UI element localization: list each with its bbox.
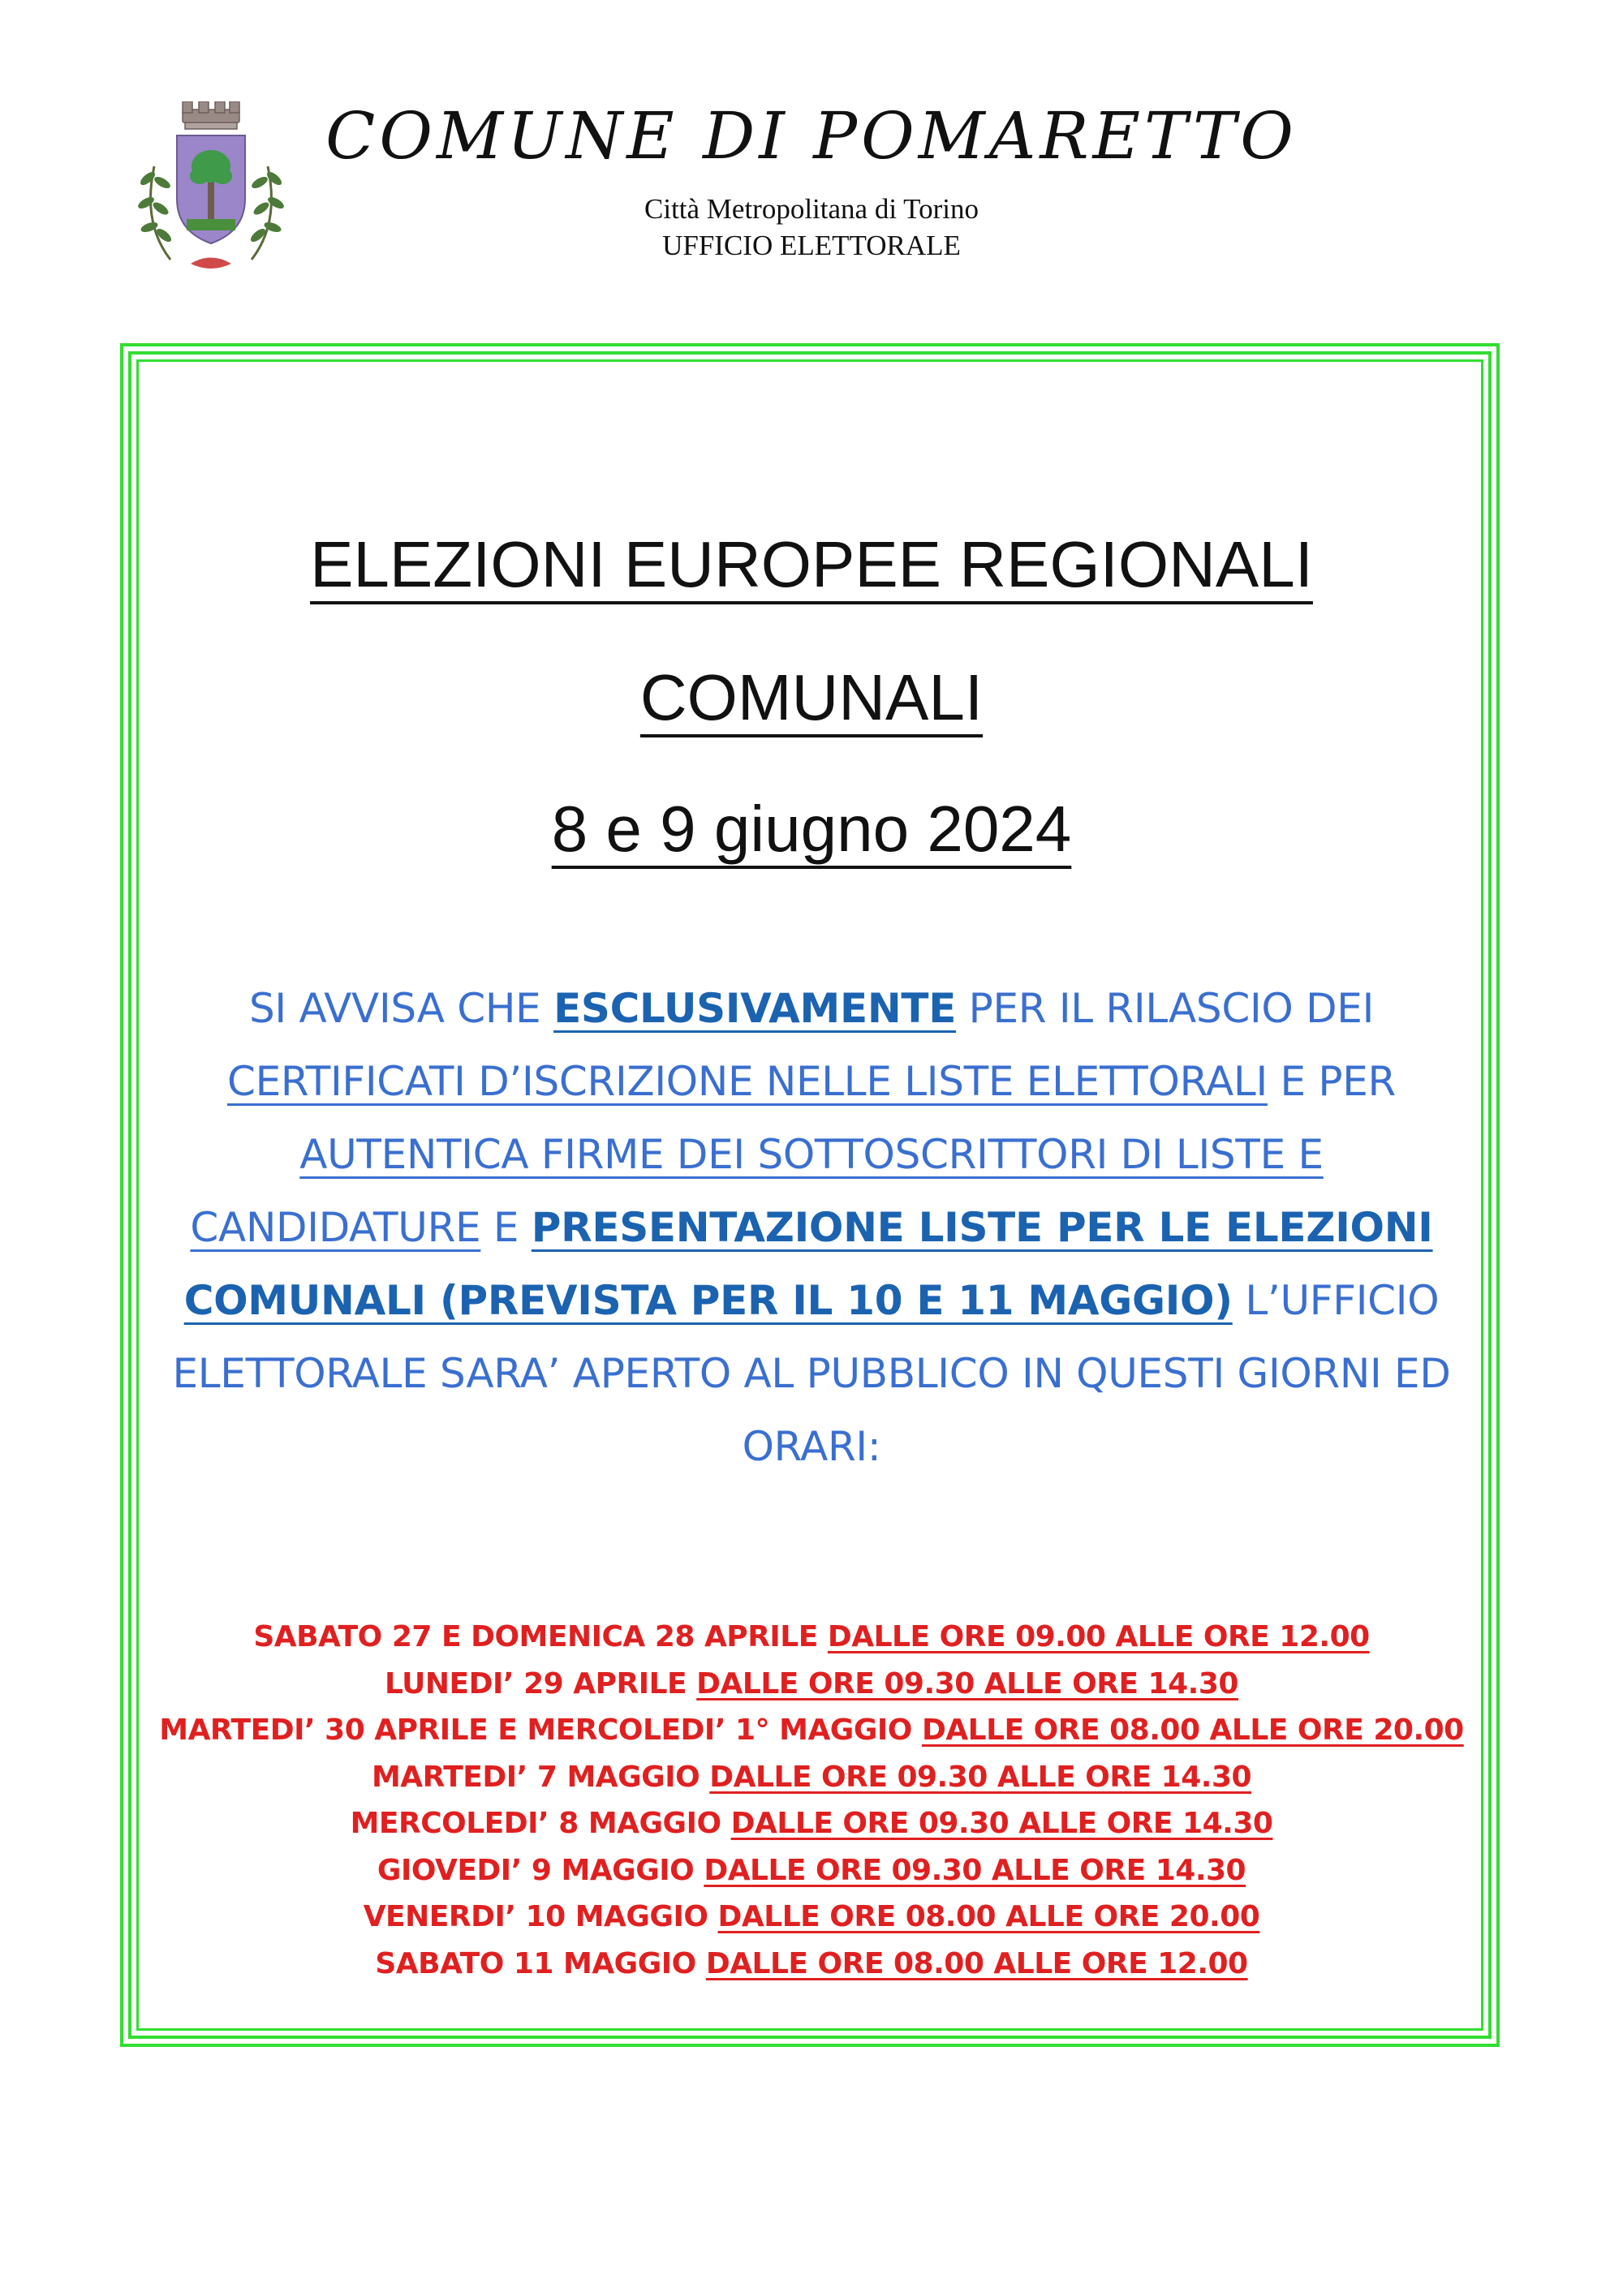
schedule-row: MARTEDI’ 7 MAGGIO DALLE ORE 09.30 ALLE ORE 14.30 xyxy=(371,1760,1252,1794)
coat-of-arms-icon xyxy=(130,101,296,276)
office-name: UFFICIO ELETTORALE xyxy=(662,230,961,261)
notice-paragraph: SI AVVISA CHE ESCLUSIVAMENTE PER IL RILASCIO DEI CERTIFICATI D’ISCRIZIONE NELLE LISTE ELETTORALI E PER AUTENTICA FIRME DEI SOTTOSCRITTORI DI LISTE E CANDIDATURE E PRESENTAZIONE LISTE PER LE ELEZIONI COMUNALI (PREVISTA PER IL 10 E 11 MAGGIO) L’UFFICIO ELETTORALE SARA’ APERTO AL PUBBLICO IN QUESTI GIORNI ED ORARI: xyxy=(172,985,1451,1470)
headline-date: 8 e 9 giugno 2024 xyxy=(551,793,1072,865)
schedule-row: SABATO 11 MAGGIO DALLE ORE 08.00 ALLE ORE 12.00 xyxy=(375,1946,1248,1980)
schedule-row: VENERDI’ 10 MAGGIO DALLE ORE 08.00 ALLE ORE 20.00 xyxy=(363,1900,1260,1933)
page-title: COMUNE DI POMARETTO xyxy=(325,98,1298,174)
signature-authentication-text: AUTENTICA FIRME DEI SOTTOSCRITTORI DI LISTE E CANDIDATURE xyxy=(190,1131,1324,1251)
schedule-row: LUNEDI’ 29 APRILE DALLE ORE 09.30 ALLE ORE 14.30 xyxy=(385,1666,1238,1701)
metropolitan-city-subtitle: Città Metropolitana di Torino xyxy=(644,193,979,225)
opening-schedule xyxy=(130,1614,1493,1987)
schedule-row: MARTEDI’ 30 APRILE E MERCOLEDI’ 1° MAGGIO DALLE ORE 08.00 ALLE ORE 20.00 xyxy=(159,1713,1464,1747)
list-presentation-emphasis: PRESENTAZIONE LISTE PER LE ELEZIONI COMUNALI (PREVISTA PER IL 10 E 11 MAGGIO) xyxy=(183,1204,1433,1324)
headline-line-2: COMUNALI xyxy=(639,661,984,733)
schedule-row: MERCOLEDI’ 8 MAGGIO DALLE ORE 09.30 ALLE ORE 14.30 xyxy=(350,1807,1273,1840)
schedule-row: SABATO 27 E DOMENICA 28 APRILE DALLE ORE 09.00 ALLE ORE 12.00 xyxy=(253,1620,1370,1653)
schedule-row: GIOVEDI’ 9 MAGGIO DALLE ORE 09.30 ALLE ORE 14.30 xyxy=(377,1853,1246,1887)
certificates-text: CERTIFICATI D’ISCRIZIONE NELLE LISTE ELETTORALI xyxy=(227,1058,1268,1105)
headline-line-1: ELEZIONI EUROPEE REGIONALI xyxy=(310,528,1313,600)
exclusively-emphasis: ESCLUSIVAMENTE xyxy=(553,985,957,1032)
